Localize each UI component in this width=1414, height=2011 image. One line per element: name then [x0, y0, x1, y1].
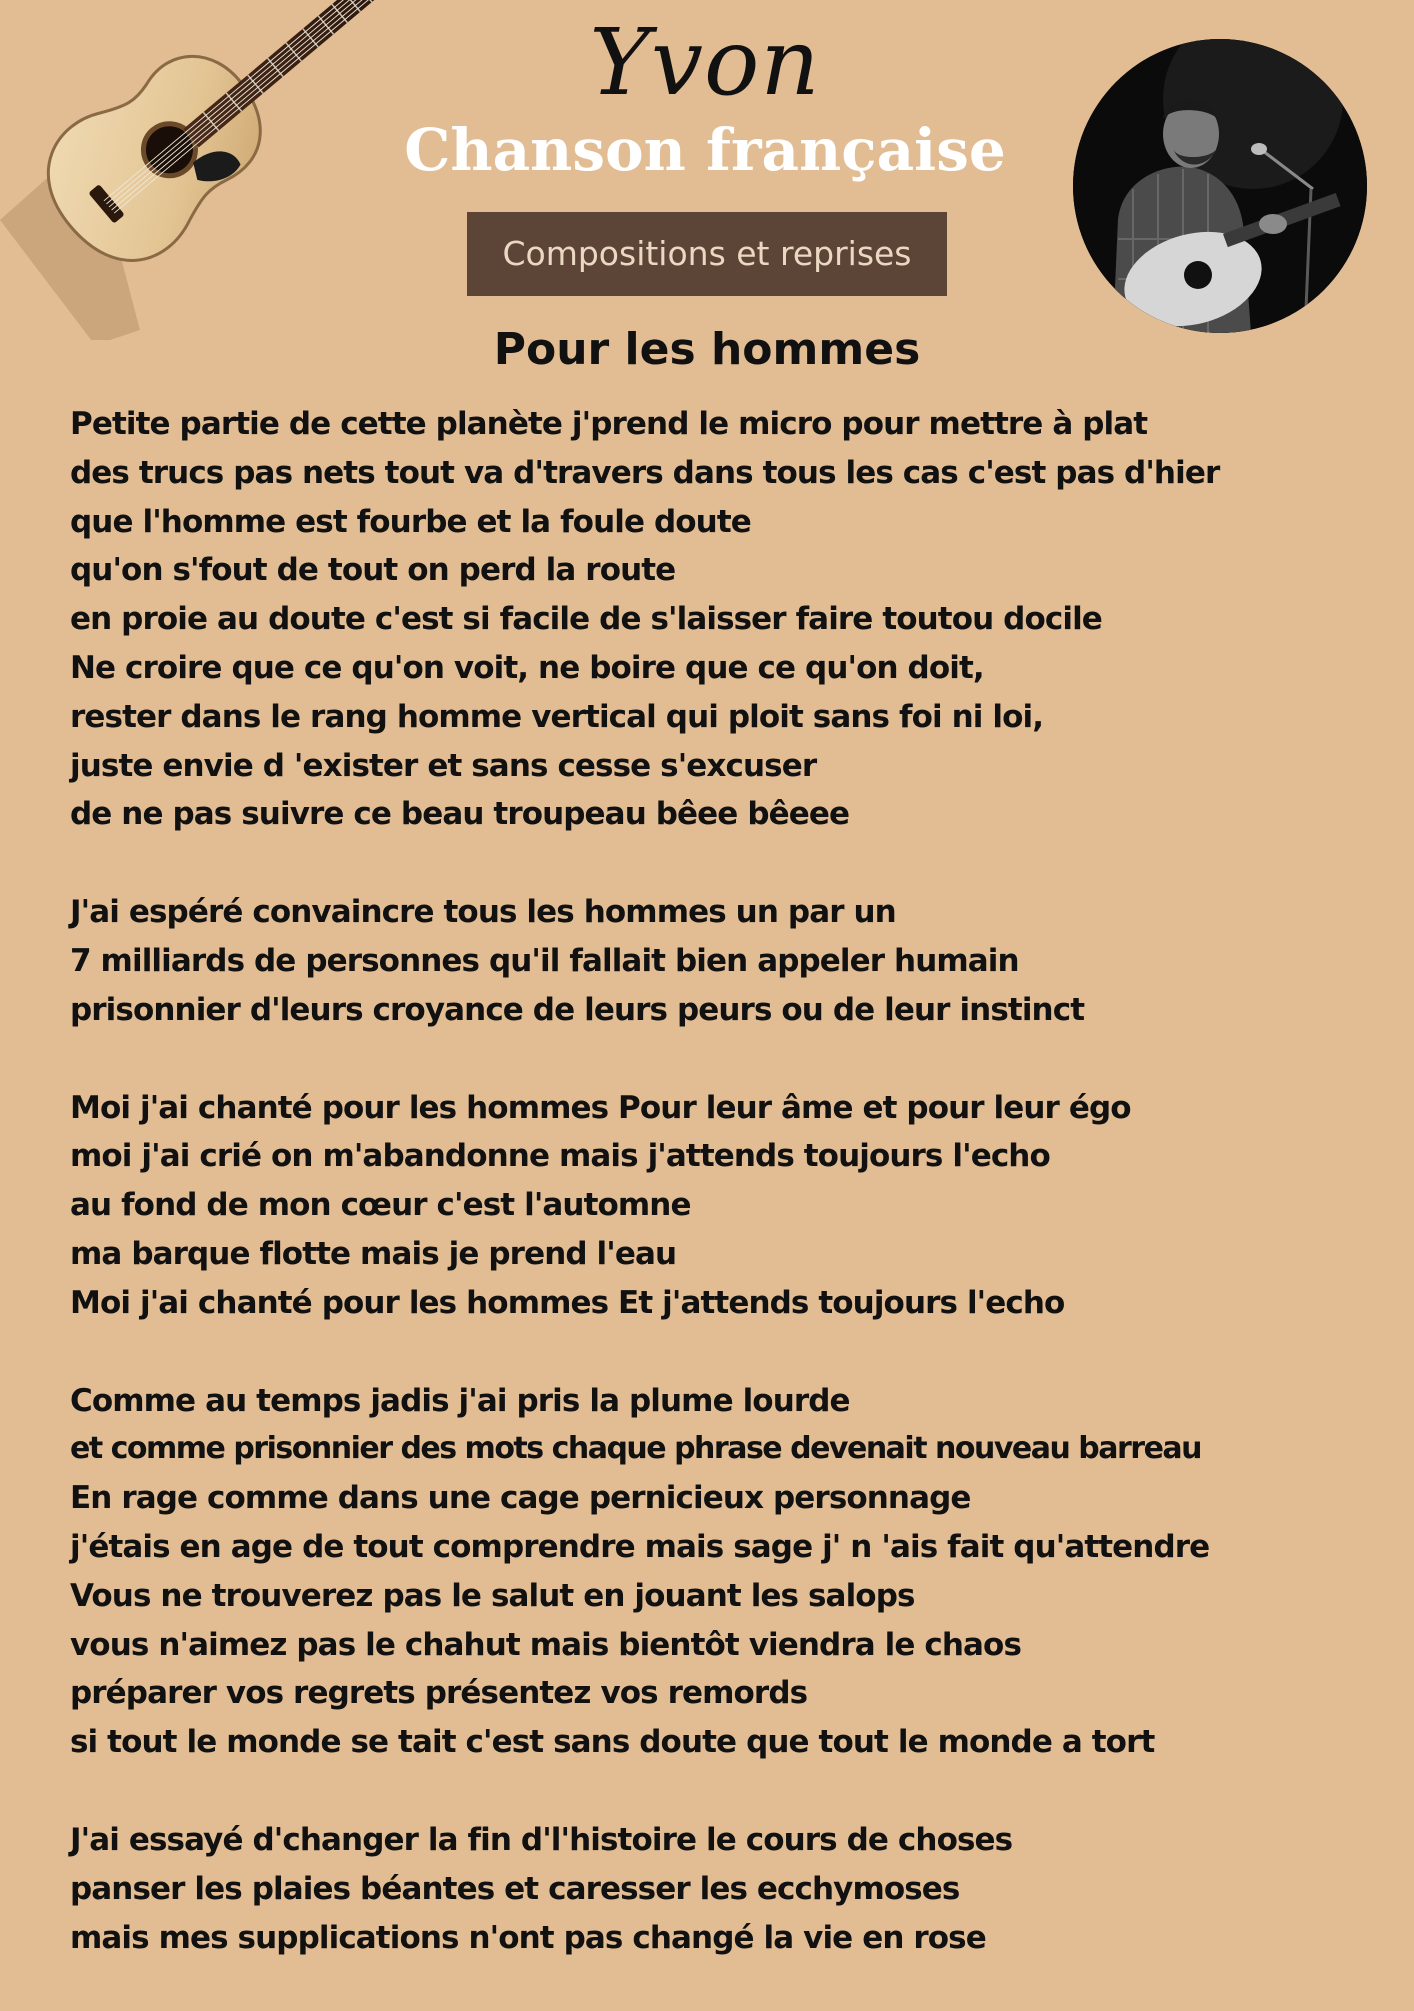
lyric-line: panser les plaies béantes et caresser les ecchymoses [70, 1865, 1390, 1914]
lyric-line: J'ai essayé d'changer la fin d'l'histoire le cours de choses [70, 1816, 1390, 1865]
lyric-line: et comme prisonnier des mots chaque phrase devenait nouveau barreau [70, 1425, 1390, 1474]
lyric-line: rester dans le rang homme vertical qui ploit sans foi ni loi, [70, 693, 1390, 742]
poster-header [0, 0, 1414, 330]
lyric-line: au fond de mon cœur c'est l'automne [70, 1181, 1390, 1230]
lyric-line: préparer vos regrets présentez vos remords [70, 1669, 1390, 1718]
singer-portrait [1073, 39, 1367, 333]
lyric-line: ma barque flotte mais je prend l'eau [70, 1230, 1390, 1279]
lyric-line: Vous ne trouverez pas le salut en jouant les salops [70, 1572, 1390, 1621]
stanza-1 [70, 400, 1390, 839]
artist-name: Yvon [400, 8, 1010, 118]
lyrics [70, 400, 1390, 2011]
lyric-line: moi j'ai crié on m'abandonne mais j'attends toujours l'echo [70, 1132, 1390, 1181]
song-title: Pour les hommes [0, 318, 1414, 382]
lyric-line: vous n'aimez pas le chahut mais bientôt viendra le chaos [70, 1621, 1390, 1670]
lyric-line: juste envie d 'exister et sans cesse s'excuser [70, 742, 1390, 791]
lyric-line: qu'on s'fout de tout on perd la route [70, 546, 1390, 595]
lyric-line: que l'homme est fourbe et la foule doute [70, 498, 1390, 547]
stanza-3 [70, 1084, 1390, 1328]
genre-title: Chanson française [380, 110, 1030, 190]
lyric-line: mais mes supplications n'ont pas changé la vie en rose [70, 1914, 1390, 1963]
lyric-line: si tout le monde se tait c'est sans doute que tout le monde a tort [70, 1718, 1390, 1767]
lyric-line: de ne pas suivre ce beau troupeau bêee bêeee [70, 790, 1390, 839]
stanza-2 [70, 888, 1390, 1034]
tagline-badge: Compositions et reprises [467, 212, 947, 296]
lyric-line: En rage comme dans une cage pernicieux personnage [70, 1474, 1390, 1523]
lyric-line: en proie au doute c'est si facile de s'laisser faire toutou docile [70, 595, 1390, 644]
acoustic-guitar-image [0, 0, 420, 340]
lyric-line: Petite partie de cette planète j'prend le micro pour mettre à plat [70, 400, 1390, 449]
stanza-5 [70, 1816, 1390, 1962]
lyric-line: Moi j'ai chanté pour les hommes Pour leur âme et pour leur égo [70, 1084, 1390, 1133]
lyric-line: des trucs pas nets tout va d'travers dans tous les cas c'est pas d'hier [70, 449, 1390, 498]
lyric-line: Ne croire que ce qu'on voit, ne boire que ce qu'on doit, [70, 644, 1390, 693]
singer-with-guitar-image [1073, 39, 1367, 333]
lyric-line: 7 milliards de personnes qu'il fallait bien appeler humain [70, 937, 1390, 986]
lyric-line: J'ai espéré convaincre tous les hommes un par un [70, 888, 1390, 937]
lyric-line: Moi j'ai chanté pour les hommes Et j'attends toujours l'echo [70, 1279, 1390, 1328]
lyric-line: prisonnier d'leurs croyance de leurs peurs ou de leur instinct [70, 986, 1390, 1035]
lyric-line: j'étais en age de tout comprendre mais sage j' n 'ais fait qu'attendre [70, 1523, 1390, 1572]
stanza-4 [70, 1377, 1390, 1767]
lyric-line: Comme au temps jadis j'ai pris la plume lourde [70, 1377, 1390, 1426]
